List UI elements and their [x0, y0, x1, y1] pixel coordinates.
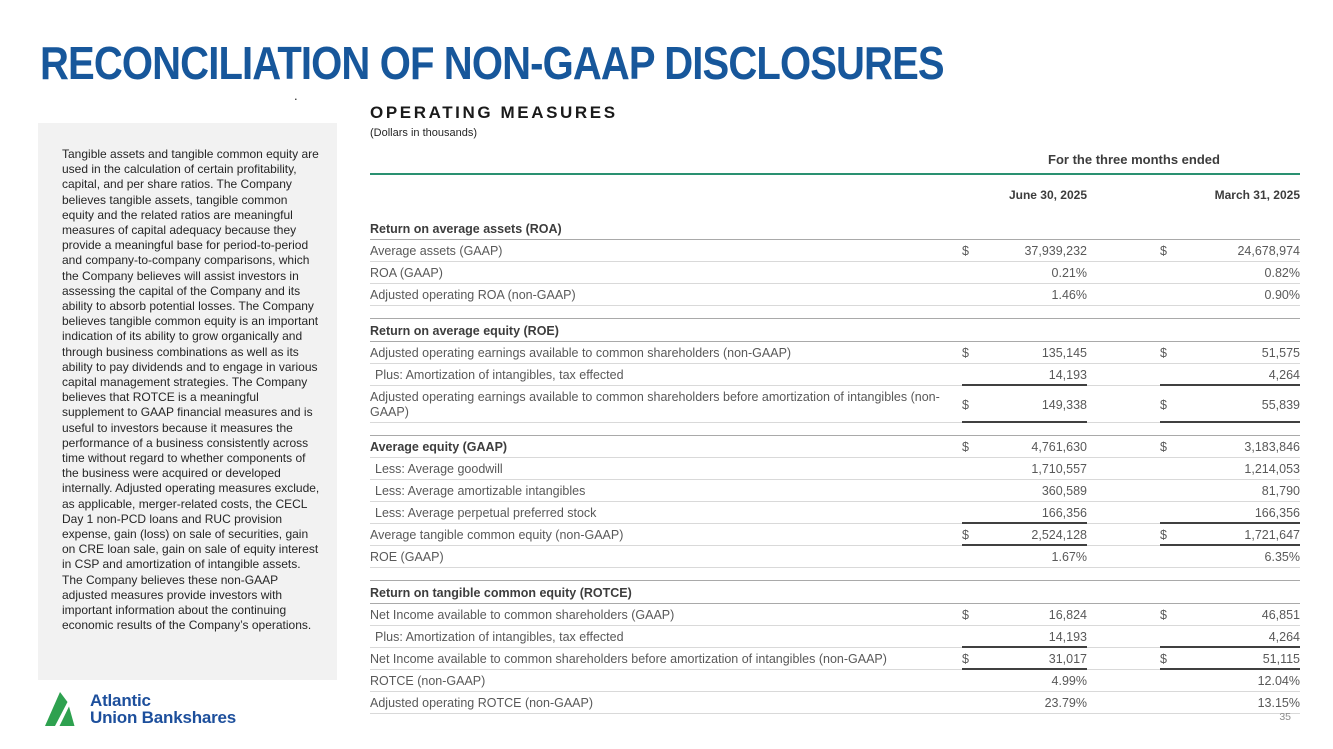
- page-number: 35: [1279, 711, 1291, 723]
- value-cell: [1160, 262, 1300, 284]
- amount-text: 166,356: [1254, 506, 1300, 520]
- value-cell: [1160, 284, 1300, 306]
- table-row: [370, 626, 1300, 648]
- dollar-sign: $: [1160, 346, 1167, 360]
- column-header-spacer: [370, 184, 962, 204]
- dollar-sign: $: [962, 440, 969, 454]
- amount-text: 3,183,846: [1244, 440, 1300, 454]
- column-gap: [1087, 692, 1160, 714]
- row-label: Adjusted operating earnings available to common shareholders (non-GAAP): [370, 342, 962, 364]
- value-cell: [962, 284, 1087, 306]
- table-row: [370, 284, 1300, 306]
- table-row: [370, 648, 1300, 670]
- amount-text: 135,145: [1041, 346, 1087, 360]
- amount-text: 51,575: [1261, 346, 1300, 360]
- row-label: Plus: Amortization of intangibles, tax effected: [370, 364, 962, 386]
- value-cell: [1160, 480, 1300, 502]
- value-cell: [962, 692, 1087, 714]
- column-gap: [1087, 342, 1160, 364]
- table-row: [370, 240, 1300, 262]
- column-gap: [1087, 262, 1160, 284]
- value-cell: [962, 342, 1087, 364]
- section-subtitle: (Dollars in thousands): [370, 127, 477, 139]
- table-row: [370, 670, 1300, 692]
- value-cell: [962, 436, 1087, 458]
- column-gap: [1087, 240, 1160, 262]
- logo-line1: Atlantic: [90, 690, 151, 710]
- table-row: [370, 386, 1300, 423]
- dollar-sign: $: [1160, 397, 1167, 412]
- amount-text: 360,589: [1041, 484, 1087, 498]
- dollar-sign: $: [962, 652, 969, 666]
- table-row: [370, 364, 1300, 386]
- green-divider: [370, 173, 1300, 175]
- amount-text: 55,839: [1261, 397, 1300, 412]
- value-cell: [1160, 502, 1300, 524]
- table-row: [370, 604, 1300, 626]
- column-gap: [1087, 546, 1160, 568]
- amount-text: 81,790: [1261, 484, 1300, 498]
- amount-text: 4.99%: [1051, 674, 1087, 688]
- value-cell: [1160, 436, 1300, 458]
- column-gap: [1087, 284, 1160, 306]
- dollar-sign: $: [962, 528, 969, 542]
- amount-text: 1.46%: [1051, 288, 1087, 302]
- column-gap: [1087, 626, 1160, 648]
- column-header-june: June 30, 2025: [1008, 187, 1087, 202]
- table-row: [370, 435, 1300, 458]
- period-header: For the three months ended: [1048, 152, 1220, 167]
- value-cell: [962, 670, 1087, 692]
- value-cell: [1160, 364, 1300, 386]
- amount-text: 166,356: [1041, 506, 1087, 520]
- table-row: [370, 502, 1300, 524]
- amount-text: 4,264: [1268, 630, 1300, 644]
- row-label: ROA (GAAP): [370, 262, 962, 284]
- amount-text: 51,115: [1262, 652, 1300, 666]
- amount-text: 4,761,630: [1031, 440, 1087, 454]
- table-row: [370, 524, 1300, 546]
- column-gap: [1087, 364, 1160, 386]
- row-label: Plus: Amortization of intangibles, tax effected: [370, 626, 962, 648]
- value-cell: [962, 240, 1087, 262]
- amount-text: 16,824: [1048, 608, 1087, 622]
- logo-line2: Union Bankshares: [90, 708, 237, 727]
- amount-text: 0.21%: [1051, 266, 1087, 280]
- amount-text: 2,524,128: [1031, 528, 1087, 542]
- logo-wordmark: [90, 692, 236, 727]
- row-label: Less: Average perpetual preferred stock: [370, 502, 962, 524]
- page-title: RECONCILIATION OF NON-GAAP DISCLOSURES: [40, 37, 944, 89]
- amount-text: 0.90%: [1264, 288, 1300, 302]
- row-label: Average tangible common equity (non-GAAP): [370, 524, 962, 546]
- amount-text: 31,017: [1048, 652, 1087, 666]
- value-cell: [962, 364, 1087, 386]
- row-label: Average assets (GAAP): [370, 240, 962, 262]
- column-gap: [1087, 458, 1160, 480]
- dollar-sign: $: [1160, 652, 1167, 666]
- value-cell: [962, 648, 1087, 670]
- value-cell: [1160, 524, 1300, 546]
- value-cell: [962, 458, 1087, 480]
- dollar-sign: $: [962, 608, 969, 622]
- column-gap: [1087, 436, 1160, 458]
- value-cell: [962, 262, 1087, 284]
- amount-text: 149,338: [1041, 397, 1087, 412]
- amount-text: 14,193: [1048, 630, 1087, 644]
- operating-measures-section: [370, 103, 1300, 714]
- value-cell: [1160, 626, 1300, 648]
- company-logo: [44, 690, 236, 728]
- dollar-sign: $: [1160, 440, 1167, 454]
- value-cell: [1160, 342, 1300, 364]
- value-cell: [962, 604, 1087, 626]
- dollar-sign: $: [1160, 244, 1167, 258]
- dollar-sign: $: [962, 244, 969, 258]
- dollar-sign: $: [962, 397, 969, 412]
- commentary-panel: [38, 123, 337, 680]
- row-label: Net Income available to common shareholders before amortization of intangibles (non-GAAP): [370, 648, 962, 670]
- column-gap: [1087, 480, 1160, 502]
- reconciliation-table: [370, 217, 1300, 714]
- commentary-text: Tangible assets and tangible common equity are used in the calculation of certain profitability, capital, and per share ratios. The Company believes tangible assets, tangible common equity and the related ratios are meaningful measures of capital adequacy because they provide a meaningful base for period-to-period and company-to-company comparisons, which the Company believes will assist investors in assessing the capital of the Company and its ability to absorb potential losses. The Company believes tangible common equity is an important indication of its ability to grow organically and through business combinations as well as its ability to pay dividends and to engage in various capital management strategies. The Company believes that ROTCE is a meaningful supplement to GAAP financial measures and is useful to investors because it measures the performance of a business consistently across time without regard to whether components of the business were acquired or developed internally. Adjusted operating measures exclude, as applicable, merger-related costs, the CECL Day 1 non-PCD loans and RUC provision expense, gain (loss) on sale of securities, gain on CRE loan sale, gain on sale of equity interest in CSP and amortization of intangible assets. The Company believes these non-GAAP adjusted measures provide investors with important information about the continuing economic results of the Company’s operations.: [62, 147, 320, 633]
- amount-text: 23.79%: [1044, 696, 1087, 710]
- amount-text: 1.67%: [1051, 550, 1087, 564]
- row-label: Adjusted operating ROTCE (non-GAAP): [370, 692, 962, 714]
- row-label: ROE (GAAP): [370, 546, 962, 568]
- column-gap: [1087, 524, 1160, 546]
- amount-text: 12.04%: [1257, 674, 1300, 688]
- table-row: [370, 262, 1300, 284]
- value-cell: [1160, 386, 1300, 423]
- value-cell: [962, 480, 1087, 502]
- value-cell: [1160, 546, 1300, 568]
- value-cell: [962, 626, 1087, 648]
- amount-text: 4,264: [1268, 368, 1300, 382]
- value-cell: [1160, 670, 1300, 692]
- value-cell: [962, 386, 1087, 423]
- row-label: Less: Average amortizable intangibles: [370, 480, 962, 502]
- section-header: Return on tangible common equity (ROTCE): [370, 580, 1300, 604]
- table-row: [370, 480, 1300, 502]
- dollar-sign: $: [962, 346, 969, 360]
- row-label: Net Income available to common shareholders (GAAP): [370, 604, 962, 626]
- table-row: [370, 458, 1300, 480]
- table-row: [370, 546, 1300, 568]
- table-row: [370, 342, 1300, 364]
- row-label: Adjusted operating ROA (non-GAAP): [370, 284, 962, 306]
- column-gap: [1087, 604, 1160, 626]
- amount-text: 0.82%: [1264, 266, 1300, 280]
- value-cell: [1160, 648, 1300, 670]
- column-headers-row: [370, 184, 1300, 204]
- value-cell: [962, 546, 1087, 568]
- column-header-march: March 31, 2025: [1214, 187, 1300, 202]
- column-gap: [1087, 502, 1160, 524]
- column-gap: [1087, 386, 1160, 423]
- column-gap: [1087, 648, 1160, 670]
- amount-text: 1,721,647: [1244, 528, 1300, 542]
- amount-text: 37,939,232: [1024, 244, 1087, 258]
- row-label: Average equity (GAAP): [370, 436, 962, 458]
- row-label: Adjusted operating earnings available to common shareholders before amortization of intangibles (non-GAAP): [370, 386, 962, 423]
- value-cell: [962, 502, 1087, 524]
- amount-text: 13.15%: [1257, 696, 1300, 710]
- amount-text: 1,710,557: [1031, 462, 1087, 476]
- dollar-sign: $: [1160, 608, 1167, 622]
- column-gap: [1087, 670, 1160, 692]
- value-cell: [1160, 240, 1300, 262]
- logo-mountain-icon: [44, 690, 81, 728]
- amount-text: 14,193: [1048, 368, 1087, 382]
- row-label: ROTCE (non-GAAP): [370, 670, 962, 692]
- amount-text: 46,851: [1261, 608, 1300, 622]
- value-cell: [1160, 458, 1300, 480]
- value-cell: [1160, 604, 1300, 626]
- amount-text: 24,678,974: [1237, 244, 1300, 258]
- section-title: OPERATING MEASURES: [370, 103, 618, 122]
- row-label: Less: Average goodwill: [370, 458, 962, 480]
- value-cell: [962, 524, 1087, 546]
- section-header: Return on average equity (ROE): [370, 318, 1300, 342]
- dollar-sign: $: [1160, 528, 1167, 542]
- amount-text: 1,214,053: [1244, 462, 1300, 476]
- stray-period-mark: .: [294, 88, 298, 103]
- table-row: [370, 692, 1300, 714]
- amount-text: 6.35%: [1264, 550, 1300, 564]
- section-header: Return on average assets (ROA): [370, 217, 1300, 240]
